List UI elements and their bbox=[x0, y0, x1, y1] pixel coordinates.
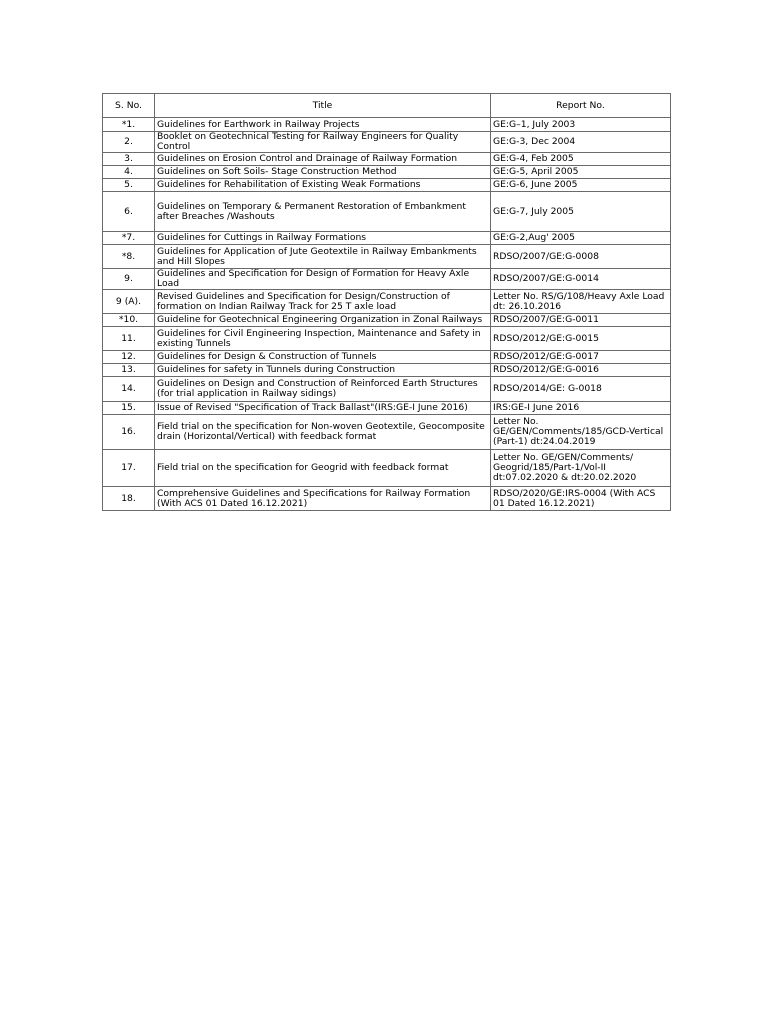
table-header-row bbox=[103, 94, 671, 118]
row-title: Guidelines for Cuttings in Railway Formations bbox=[155, 232, 491, 245]
row-title: Guidelines on Temporary & Permanent Restoration of Embankment after Breaches /Washouts bbox=[155, 192, 491, 232]
row-sno: 5. bbox=[103, 179, 155, 192]
table-row bbox=[103, 487, 671, 511]
row-sno: 6. bbox=[103, 192, 155, 232]
table-row bbox=[103, 290, 671, 314]
table-row bbox=[103, 232, 671, 245]
row-sno: 12. bbox=[103, 351, 155, 364]
row-sno: *1. bbox=[103, 118, 155, 132]
table-row bbox=[103, 402, 671, 415]
row-report: RDSO/2012/GE:G-0015 bbox=[491, 327, 671, 351]
row-sno: *7. bbox=[103, 232, 155, 245]
row-sno: 17. bbox=[103, 450, 155, 487]
row-report: GE:G-2,Aug' 2005 bbox=[491, 232, 671, 245]
table-row bbox=[103, 450, 671, 487]
row-report: RDSO/2007/GE:G-0011 bbox=[491, 314, 671, 327]
row-title: Field trial on the specification for Non-woven Geotextile, Geocomposite drain (Horizontal/Vertical) with feedback format bbox=[155, 415, 491, 450]
row-report: RDSO/2012/GE:G-0016 bbox=[491, 364, 671, 377]
row-report: Letter No. GE/GEN/Comments/185/GCD-Vertical (Part-1) dt:24.04.2019 bbox=[491, 415, 671, 450]
table-row bbox=[103, 153, 671, 166]
row-title: Issue of Revised "Specification of Track Ballast"(IRS:GE-I June 2016) bbox=[155, 402, 491, 415]
table-row bbox=[103, 364, 671, 377]
header-title: Title bbox=[155, 94, 491, 118]
row-report: GE:G-7, July 2005 bbox=[491, 192, 671, 232]
table-row bbox=[103, 132, 671, 153]
table-row bbox=[103, 314, 671, 327]
row-title: Field trial on the specification for Geogrid with feedback format bbox=[155, 450, 491, 487]
row-title: Guidelines on Design and Construction of Reinforced Earth Structures (for trial application in Railway sidings) bbox=[155, 377, 491, 402]
row-report: GE:G–1, July 2003 bbox=[491, 118, 671, 132]
row-report: GE:G-5, April 2005 bbox=[491, 166, 671, 179]
row-title: Guidelines on Erosion Control and Drainage of Railway Formation bbox=[155, 153, 491, 166]
row-sno: 2. bbox=[103, 132, 155, 153]
row-title: Guideline for Geotechnical Engineering Organization in Zonal Railways bbox=[155, 314, 491, 327]
row-title: Guidelines for Application of Jute Geotextile in Railway Embankments and Hill Slopes bbox=[155, 245, 491, 269]
row-title: Guidelines for safety in Tunnels during Construction bbox=[155, 364, 491, 377]
row-sno: 11. bbox=[103, 327, 155, 351]
row-report: RDSO/2007/GE:G-0008 bbox=[491, 245, 671, 269]
table-row bbox=[103, 179, 671, 192]
row-report: Letter No. RS/G/108/Heavy Axle Load dt: 26.10.2016 bbox=[491, 290, 671, 314]
row-sno: 9 (A). bbox=[103, 290, 155, 314]
row-title: Guidelines for Civil Engineering Inspection, Maintenance and Safety in existing Tunnels bbox=[155, 327, 491, 351]
row-sno: 18. bbox=[103, 487, 155, 511]
row-title: Guidelines and Specification for Design of Formation for Heavy Axle Load bbox=[155, 269, 491, 290]
row-sno: 13. bbox=[103, 364, 155, 377]
row-title: Guidelines on Soft Soils- Stage Construction Method bbox=[155, 166, 491, 179]
header-sno: S. No. bbox=[103, 94, 155, 118]
row-title: Revised Guidelines and Specification for Design/Construction of formation on Indian Railway Track for 25 T axle load bbox=[155, 290, 491, 314]
row-sno: *10. bbox=[103, 314, 155, 327]
row-title: Booklet on Geotechnical Testing for Railway Engineers for Quality Control bbox=[155, 132, 491, 153]
table-row bbox=[103, 415, 671, 450]
row-report: IRS:GE-I June 2016 bbox=[491, 402, 671, 415]
row-report: Letter No. GE/GEN/Comments/ Geogrid/185/Part-1/Vol-II dt:07.02.2020 & dt:20.02.2020 bbox=[491, 450, 671, 487]
reports-table bbox=[102, 93, 671, 511]
row-report: RDSO/2014/GE: G-0018 bbox=[491, 377, 671, 402]
row-sno: 16. bbox=[103, 415, 155, 450]
row-report: GE:G-4, Feb 2005 bbox=[491, 153, 671, 166]
row-report: RDSO/2007/GE:G-0014 bbox=[491, 269, 671, 290]
table-row bbox=[103, 269, 671, 290]
table-row bbox=[103, 377, 671, 402]
row-sno: *8. bbox=[103, 245, 155, 269]
table-row bbox=[103, 245, 671, 269]
row-sno: 14. bbox=[103, 377, 155, 402]
row-sno: 9. bbox=[103, 269, 155, 290]
table-row bbox=[103, 166, 671, 179]
row-title: Guidelines for Rehabilitation of Existing Weak Formations bbox=[155, 179, 491, 192]
row-report: RDSO/2012/GE:G-0017 bbox=[491, 351, 671, 364]
row-sno: 15. bbox=[103, 402, 155, 415]
row-report: GE:G-6, June 2005 bbox=[491, 179, 671, 192]
row-sno: 4. bbox=[103, 166, 155, 179]
row-title: Comprehensive Guidelines and Specifications for Railway Formation (With ACS 01 Dated 16.12.2021) bbox=[155, 487, 491, 511]
row-title: Guidelines for Earthwork in Railway Projects bbox=[155, 118, 491, 132]
table-row bbox=[103, 118, 671, 132]
row-report: RDSO/2020/GE:IRS-0004 (With ACS 01 Dated 16.12.2021) bbox=[491, 487, 671, 511]
row-title: Guidelines for Design & Construction of Tunnels bbox=[155, 351, 491, 364]
table-row bbox=[103, 351, 671, 364]
row-report: GE:G-3, Dec 2004 bbox=[491, 132, 671, 153]
header-report: Report No. bbox=[491, 94, 671, 118]
table-row bbox=[103, 327, 671, 351]
row-sno: 3. bbox=[103, 153, 155, 166]
table-row bbox=[103, 192, 671, 232]
